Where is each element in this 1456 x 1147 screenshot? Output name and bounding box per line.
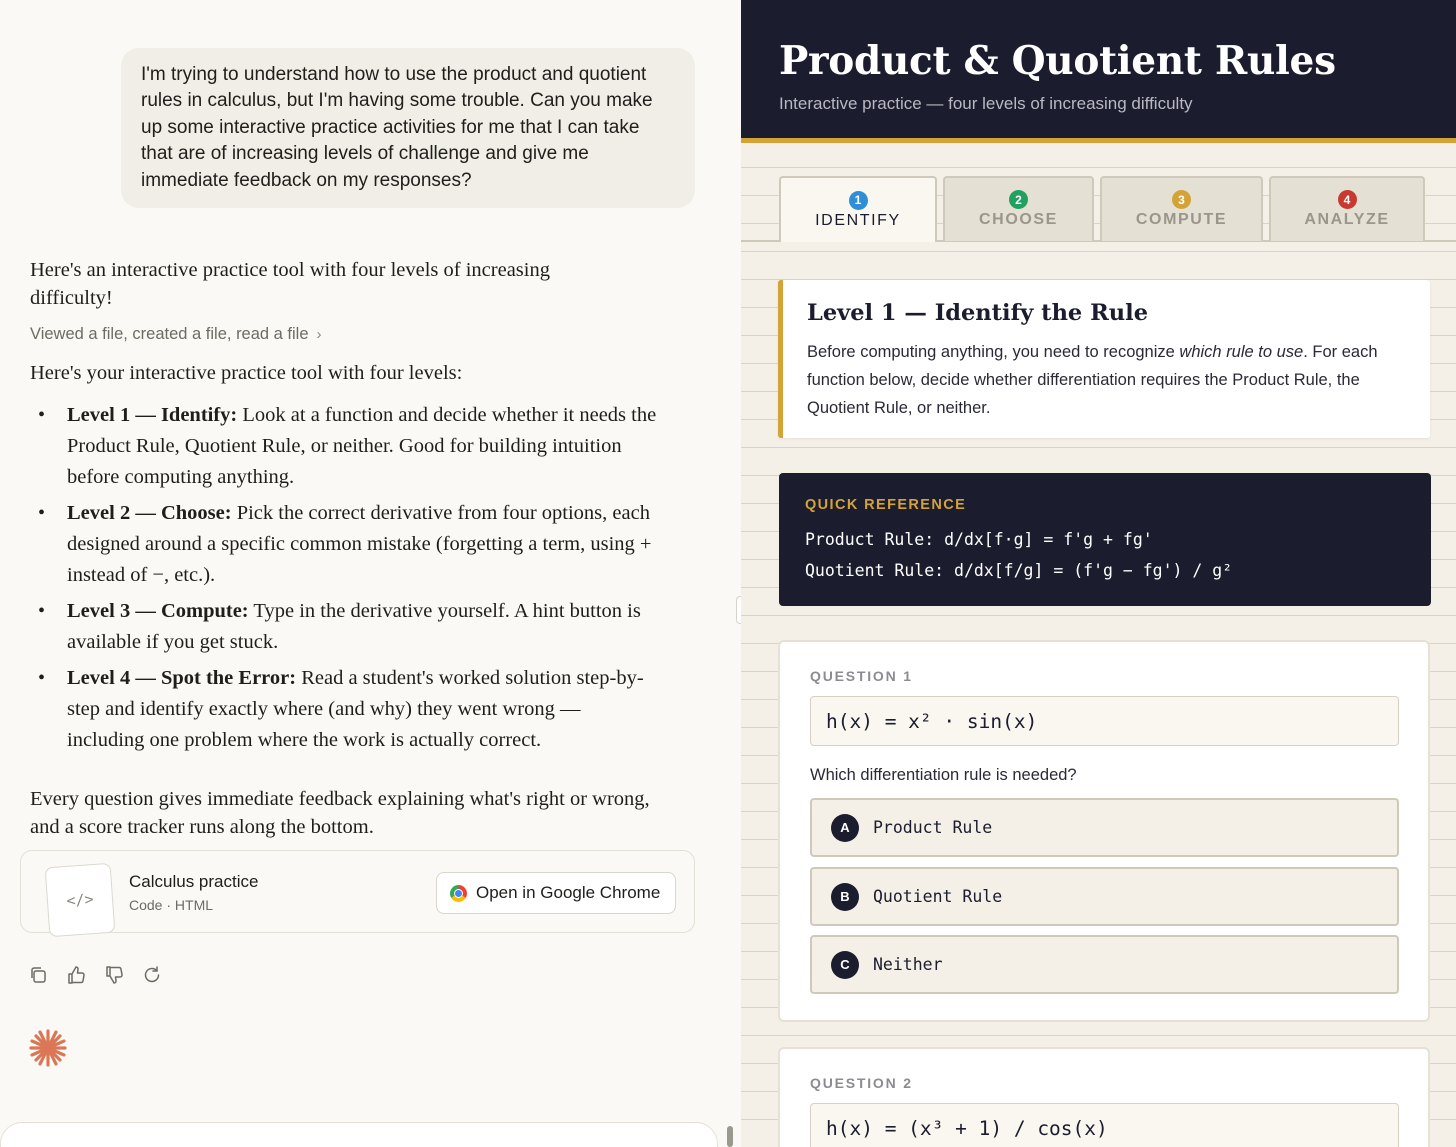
level-1-title: Level 1 — Identify:: [67, 404, 238, 426]
option-text: Neither: [873, 955, 943, 974]
level-tabs: [779, 176, 1425, 241]
copy-icon[interactable]: [28, 964, 48, 986]
open-in-chrome-button[interactable]: [436, 872, 676, 914]
level-1-text: Look at a function and decide whether it needs the Product Rule, Quotient Rule, or neither. Good for building intuition before computing anything.: [67, 404, 657, 488]
level-desc-part: Before computing anything, you need to recognize: [807, 343, 1180, 361]
question-prompt: Which differentiation rule is needed?: [810, 766, 1077, 784]
tab-label: ANALYZE: [1304, 211, 1390, 228]
tab-compute[interactable]: [1100, 176, 1263, 241]
chat-scrollbar[interactable]: [727, 1126, 733, 1147]
tab-choose[interactable]: [943, 176, 1094, 241]
quick-reference-heading: QUICK REFERENCE: [805, 497, 967, 513]
artifact-subtitle: Code · HTML: [129, 897, 214, 913]
option-letter: C: [831, 951, 859, 979]
question-card: [778, 1047, 1430, 1147]
option-text: Quotient Rule: [873, 887, 1003, 906]
option-letter: A: [831, 814, 859, 842]
question-expression: h(x) = x² · sin(x): [810, 696, 1399, 746]
answer-option-b[interactable]: [810, 867, 1399, 926]
page-subtitle: Interactive practice — four levels of increasing difficulty: [779, 94, 1193, 113]
chrome-icon: [450, 885, 467, 902]
tab-number-badge: 3: [1172, 190, 1191, 209]
thumbs-up-icon[interactable]: [66, 964, 86, 986]
open-in-chrome-label: Open in Google Chrome: [476, 883, 661, 902]
tab-number-badge: 4: [1338, 190, 1357, 209]
list-item: [30, 663, 660, 756]
page-title: Product & Quotient Rules: [779, 38, 1336, 84]
artifact-title: Calculus practice: [129, 872, 259, 891]
level-4-text: Read a student's worked solution step-by-step and identify exactly where (and why) they went wrong — including one problem where the work is actually correct.: [67, 667, 644, 751]
tab-identify[interactable]: [779, 176, 937, 242]
question-label: QUESTION 1: [810, 668, 913, 684]
level-2-title: Level 2 — Choose:: [67, 502, 232, 524]
product-rule-formula: Product Rule: d/dx[f·g] = f'g + fg': [805, 530, 1153, 549]
quotient-rule-formula: Quotient Rule: d/dx[f/g] = (f'g − fg') / g²: [805, 561, 1233, 580]
answer-option-c[interactable]: [810, 935, 1399, 994]
level-intro-card: [778, 280, 1430, 438]
level-title: Level 1 — Identify the Rule: [807, 300, 1149, 326]
claude-spark-icon: [28, 1028, 68, 1073]
levels-list: [30, 400, 660, 761]
level-2-text: Pick the correct derivative from four options, each designed around a specific common mistake (forgetting a term, using + instead of −, etc.).: [67, 502, 652, 586]
code-file-icon: </>: [45, 863, 116, 937]
retry-icon[interactable]: [142, 964, 162, 986]
level-desc-emphasis: which rule to use: [1179, 343, 1304, 361]
tab-number-badge: 2: [1009, 190, 1028, 209]
level-3-text: Type in the derivative yourself. A hint button is available if you get stuck.: [67, 600, 641, 653]
question-card: [778, 640, 1430, 1022]
question-label: QUESTION 2: [810, 1075, 913, 1091]
option-letter: B: [831, 883, 859, 911]
level-4-title: Level 4 — Spot the Error:: [67, 667, 297, 689]
tab-label: CHOOSE: [979, 211, 1058, 228]
user-message: I'm trying to understand how to use the product and quotient rules in calculus, but I'm having some trouble. Can you make up some interactive practice activities for me that I can take that are of increasing levels of challenge and give me immediate feedback on my responses?: [121, 48, 695, 208]
tab-label: IDENTIFY: [815, 211, 901, 229]
artifact-card[interactable]: [20, 850, 695, 933]
tab-number-badge: 1: [849, 191, 868, 210]
response-outro: Every question gives immediate feedback explaining what's right or wrong, and a score tracker runs along the bottom.: [30, 788, 650, 838]
chat-input[interactable]: [0, 1122, 718, 1147]
tool-activity-toggle[interactable]: [30, 325, 322, 344]
answer-option-a[interactable]: [810, 798, 1399, 857]
level-desc-part: . For each function below, decide whether differentiation requires the Product Rule, the Quotient Rule, or neither.: [807, 343, 1378, 417]
question-expression: h(x) = (x³ + 1) / cos(x): [810, 1103, 1399, 1147]
response-intro-2: Here's your interactive practice tool with four levels:: [30, 362, 463, 384]
artifact-preview: [741, 0, 1456, 1147]
quick-reference: [779, 473, 1431, 606]
list-item: [30, 596, 660, 658]
message-actions: [28, 964, 162, 986]
level-description: [807, 338, 1407, 422]
tab-analyze[interactable]: [1269, 176, 1425, 241]
list-item: [30, 400, 660, 493]
app-header: [741, 0, 1456, 143]
option-text: Product Rule: [873, 818, 993, 837]
response-intro: Here's an interactive practice tool with four levels of increasing difficulty!: [30, 259, 550, 309]
list-item: [30, 498, 660, 591]
tab-label: COMPUTE: [1135, 211, 1228, 228]
level-3-title: Level 3 — Compute:: [67, 600, 249, 622]
thumbs-down-icon[interactable]: [104, 964, 124, 986]
chevron-right-icon: ›: [316, 326, 322, 343]
tool-activity-label: Viewed a file, created a file, read a file: [30, 325, 309, 343]
